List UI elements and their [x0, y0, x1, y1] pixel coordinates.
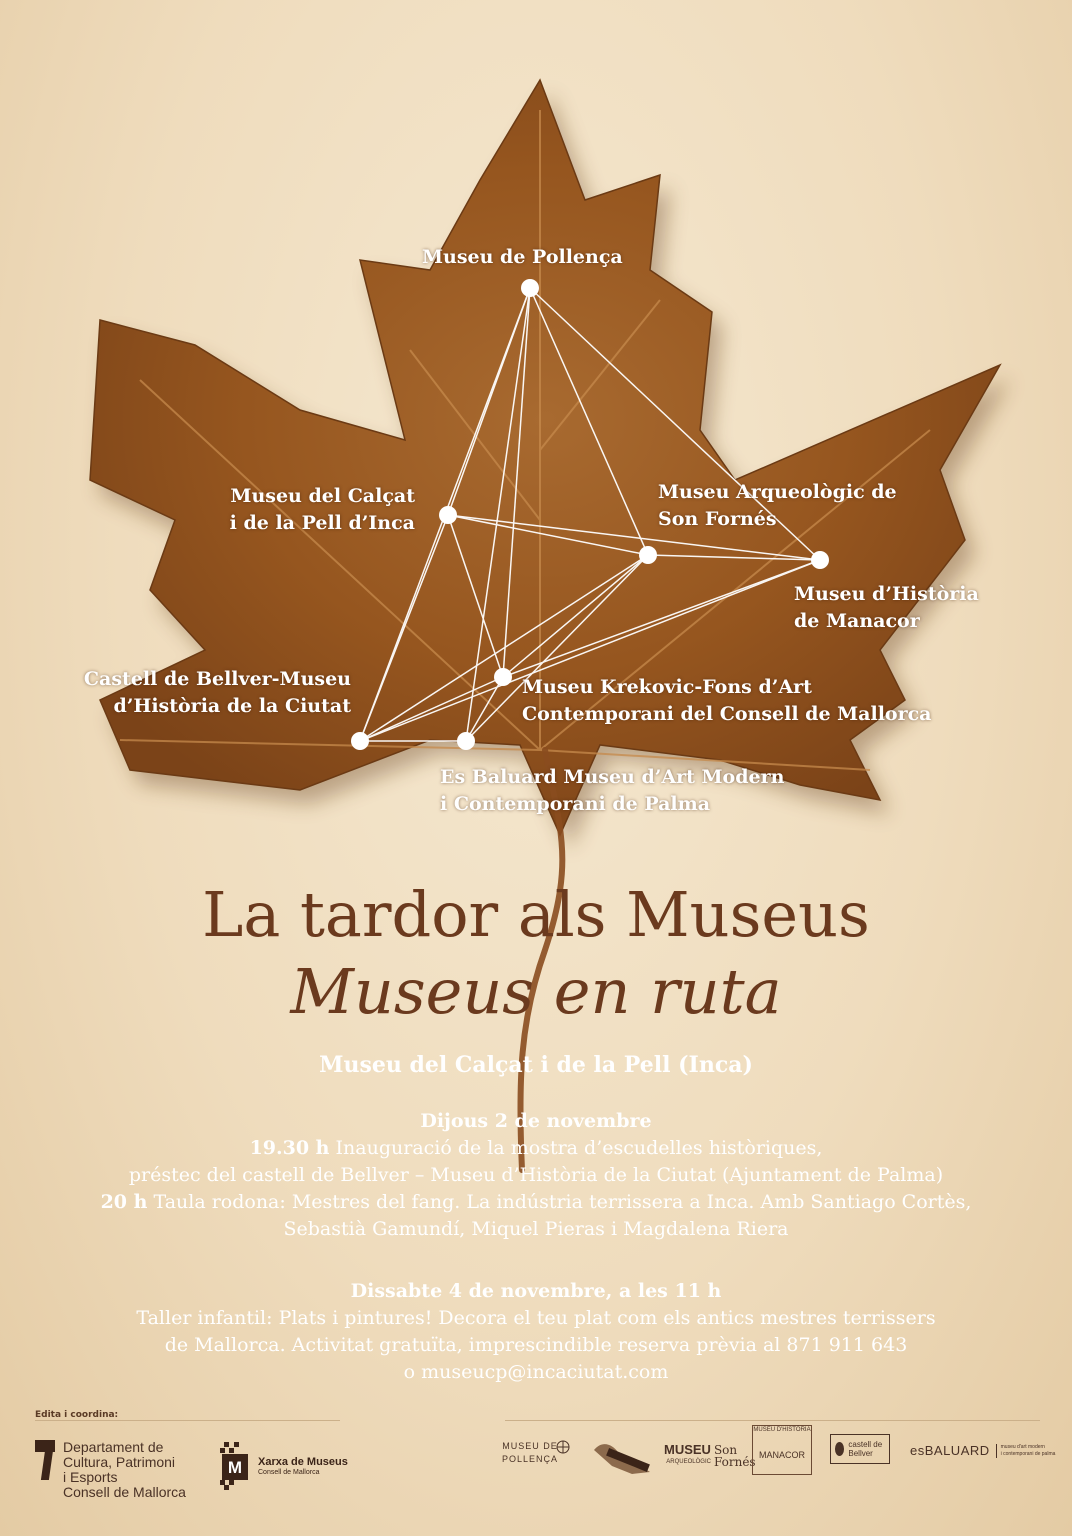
logo-calcat	[592, 1440, 652, 1476]
label-sonfornes: Museu Arqueològic de Son Fornés	[658, 481, 897, 530]
event1-text2: Taula rodona: Mestres del fang. La indústria terrissera a Inca. Amb Santiago Cortès,	[147, 1191, 972, 1213]
node-manacor	[811, 551, 829, 569]
event-saturday	[0, 1278, 1072, 1386]
label-pollenca: Museu de Pollença	[422, 246, 623, 268]
xarxa-pixel-icon	[220, 1442, 250, 1490]
footer-divider-left	[35, 1420, 340, 1421]
label-baluard: Es Baluard Museu d’Art Modern i Contemporani de Palma	[440, 766, 785, 815]
bellver-tower-icon	[835, 1442, 844, 1456]
logo-manacor: MUSEU D'HISTÒRIA MANACOR	[752, 1425, 812, 1475]
sub-title: Museus en ruta	[290, 955, 782, 1028]
logo-sonfornes: MUSEU ARQUEOLÒGIC Son Fornés	[664, 1442, 756, 1469]
node-sonfornes	[639, 546, 657, 564]
edita-label: Edita i coordina:	[35, 1410, 119, 1420]
label-calcat: Museu del Calçat i de la Pell d’Inca	[229, 485, 415, 534]
dept-logo: Departament de Cultura, Patrimoni i Esports Consell de Mallorca	[35, 1440, 186, 1500]
event1-text1b: préstec del castell de Bellver – Museu d’Història de la Ciutat (Ajuntament de Palma)	[128, 1164, 944, 1186]
node-krekovic	[494, 668, 512, 686]
main-title: La tardor als Museus	[202, 878, 870, 951]
node-baluard	[457, 732, 475, 750]
svg-text:M: M	[227, 1458, 243, 1477]
event-thursday	[0, 1108, 1072, 1243]
dept-mark-icon	[35, 1440, 55, 1484]
event2-line1: Taller infantil: Plats i pintures! Decora el teu plat com els antics mestres terrissers	[136, 1307, 936, 1329]
event1-text1: Inauguració de la mostra d’escudelles històriques,	[329, 1137, 823, 1159]
venue-heading: Museu del Calçat i de la Pell (Inca)	[319, 1052, 753, 1078]
label-manacor: Museu d’Història de Manacor	[794, 583, 979, 632]
event1-time2: 20 h	[100, 1191, 148, 1213]
logo-pollenca: MUSEU DE POLLENÇA	[502, 1441, 559, 1464]
node-calcat	[439, 506, 457, 524]
logo-baluard: esBALUARD museu d'art modern i contemporani de palma	[910, 1443, 1056, 1458]
footer-divider-right	[505, 1420, 1040, 1421]
label-krekovic: Museu Krekovic-Fons d’Art Contemporani del Consell de Mallorca	[522, 676, 932, 725]
event1-text2b: Sebastià Gamundí, Miquel Pieras i Magdalena Riera	[283, 1218, 789, 1240]
event2-email[interactable]: o museucp@incaciutat.com	[403, 1361, 669, 1383]
event1-date: Dijous 2 de novembre	[420, 1110, 652, 1132]
event2-line2: de Mallorca. Activitat gratuïta, imprescindible reserva prèvia al 871 911 643	[164, 1334, 908, 1356]
label-bellver: Castell de Bellver-Museu d’Història de la Ciutat	[83, 668, 351, 717]
event1-time1: 19.30 h	[249, 1137, 330, 1159]
logo-bellver: castell de Bellver	[830, 1434, 890, 1464]
node-bellver	[351, 732, 369, 750]
xarxa-logo: M Xarxa de Museus Consell de Mallorca	[220, 1442, 348, 1490]
event2-date: Dissabte 4 de novembre, a les 11 h	[350, 1280, 722, 1302]
pollenca-cross-icon	[556, 1440, 570, 1454]
node-pollenca	[521, 279, 539, 297]
